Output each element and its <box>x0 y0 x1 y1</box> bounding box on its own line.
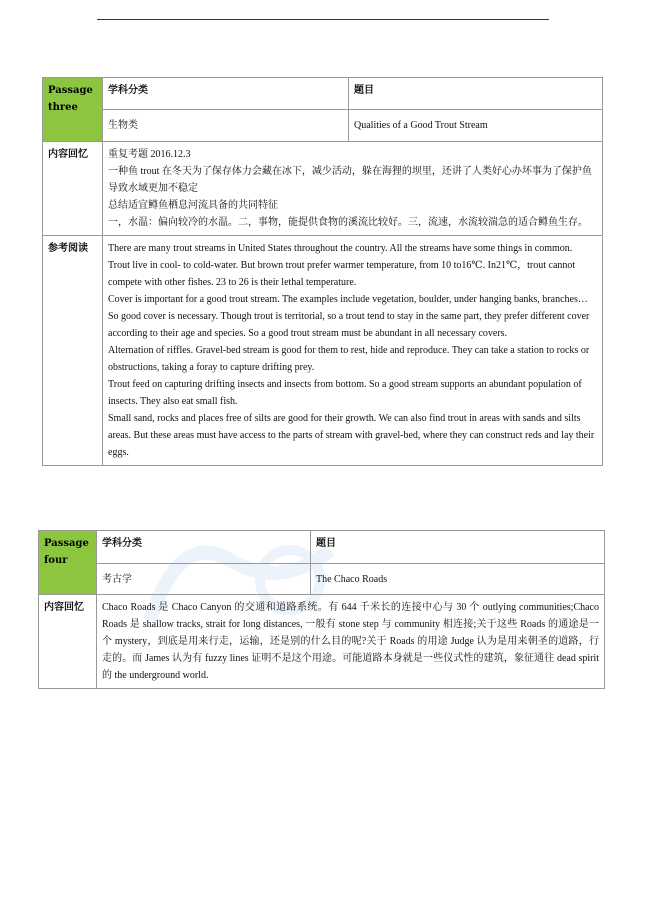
passage-label: Passage three <box>43 78 103 142</box>
subject-value: 考古学 <box>97 564 311 595</box>
summary-text: Chaco Roads 是 Chaco Canyon 的交通和道路系统。有 644 千米长的连接中心与 30 个 outlying communities;Chaco Roads 是 shallow tracks, strait for long distances, 一般有 stone step 与 community 相连接;关于这些 Roads 的通途是一个 mystery，到底是用来行走，运输，还是别的什么目的呢?关于 Roads 的用途 Judge 认为是用来朝圣的道路，行走的。而 James 认为有 fuzzy lines 证明不是这个用途。可能道路本身就是一些仪式性的建筑，象征通往 dead spirit 的 the underground world. <box>97 595 605 689</box>
summary-label: 内容回忆 <box>43 142 103 236</box>
reading-paragraph: Small sand, rocks and places free of silts are good for their growth. We can also find trout in areas with sands and silts areas. But these areas must have access to the parts of stream with gravel-bed, where they can construct reds and lay their eggs. <box>108 413 595 458</box>
passage-three-table <box>42 77 603 466</box>
reading-paragraph: Trout live in cool- to cold-water. But brown trout prefer warmer temperature, from 10 to16℃. In21℃，trout cannot compete with other fishes. 23 to 26 is their lethal temperature. <box>108 260 576 288</box>
summary-line: 一，水温：偏向较冷的水温。二，事物，能提供食物的溪流比较好。三，流速，水流较湍急的适合鳟鱼生存。 <box>108 217 588 228</box>
header-rule <box>97 19 549 20</box>
subject-value: 生物类 <box>103 110 349 142</box>
reading-paragraph: Trout feed on capturing drifting insects and insects from bottom. So a good stream supports an abundant population of insects. They also eat small fish. <box>108 379 582 407</box>
summary-line: 一种鱼 trout 在冬天为了保存体力会藏在冰下，减少活动，躲在海狸的坝里，还讲了人类好心办坏事为了保护鱼导致水域更加不稳定 <box>108 166 592 194</box>
reading-cell <box>103 236 603 466</box>
summary-label: 内容回忆 <box>39 595 97 689</box>
reading-paragraph: There are many trout streams in United States throughout the country. All the streams have some things in common. <box>108 243 573 254</box>
subject-header: 学科分类 <box>103 78 349 110</box>
title-header: 题目 <box>349 78 603 110</box>
title-header: 题目 <box>311 531 605 564</box>
reading-paragraph: Cover is important for a good trout stream. The examples include vegetation, boulder, under hanging banks, branches… So good cover is necessary. Though trout is territorial, so a trout tend to stay in the same part, they prefer different cover according to their age and species. So a good trout stream must be abundant in all necessary covers. <box>108 294 590 339</box>
reading-label: 参考阅读 <box>43 236 103 466</box>
title-value: The Chaco Roads <box>311 564 605 595</box>
summary-line: 总结适宜鳟鱼栖息河流具备的共同特征 <box>108 200 278 211</box>
title-value: Qualities of a Good Trout Stream <box>349 110 603 142</box>
summary-line: 重复考题 2016.12.3 <box>108 149 191 160</box>
passage-label: Passage four <box>39 531 97 595</box>
passage-four-table <box>38 530 605 689</box>
reading-paragraph: Alternation of riffles. Gravel-bed stream is good for them to rest, hide and reproduce. They can take a station to rocks or obstructions, taking a foray to capture drifting prey. <box>108 345 590 373</box>
summary-cell <box>103 142 603 236</box>
subject-header: 学科分类 <box>97 531 311 564</box>
